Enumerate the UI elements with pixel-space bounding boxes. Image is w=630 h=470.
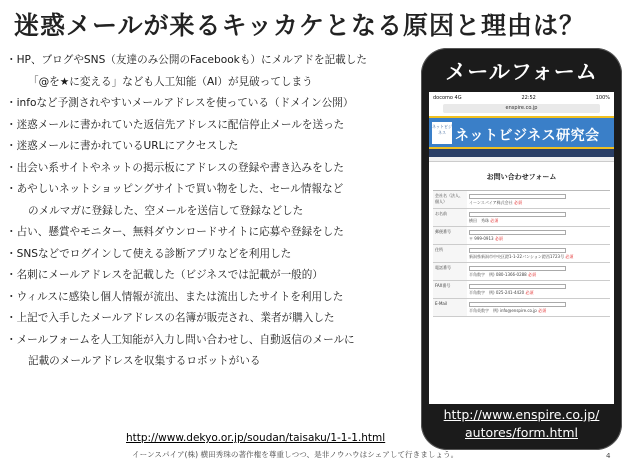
- form-row: [433, 209, 610, 227]
- reason-item: 記載のメールアドレスを収集するロボットがいる: [28, 355, 261, 367]
- form-title: お問い合わせフォーム: [486, 173, 557, 181]
- banner-badge: ネットビジネス: [432, 122, 452, 144]
- reason-item: ・出会い系サイトやネットの掲示板にアドレスの登録や書き込みをした: [6, 161, 344, 174]
- slide-title: 迷惑メールが来るキッカケとなる原因と理由は？: [14, 11, 586, 40]
- form-row-label: FAX番号: [433, 281, 467, 298]
- phone-screen: [429, 92, 614, 404]
- caption-line-2: autores/form.html: [464, 425, 578, 440]
- form-row-field[interactable]: [467, 227, 610, 244]
- form-row-field[interactable]: [467, 281, 610, 298]
- reason-item: のメルマガに登録した、空メールを送信して登録などした: [28, 204, 304, 217]
- form-input-box[interactable]: [469, 284, 566, 289]
- contact-form: [433, 190, 610, 317]
- form-row-value: 半角数字 例) 025-241-4420: [469, 290, 525, 295]
- form-input-box[interactable]: [469, 266, 566, 271]
- form-row-label: E-Mail: [433, 299, 467, 316]
- form-row-value: 半角英数字 例) info@enspire.co.jp: [469, 308, 537, 313]
- required-mark: 必須: [490, 218, 499, 223]
- form-input-box[interactable]: [469, 194, 566, 199]
- page-number: 4: [606, 452, 611, 460]
- site-banner[interactable]: [429, 116, 614, 149]
- form-row-field[interactable]: [467, 299, 610, 316]
- banner-title: ネットビジネス研究会: [455, 128, 600, 144]
- url-bar[interactable]: enspire.co.jp: [443, 104, 600, 113]
- required-mark: 必須: [513, 200, 522, 205]
- form-row: [433, 191, 610, 209]
- form-row-label: 会社名（法人、個人）: [433, 191, 467, 208]
- phone-mockup: [421, 48, 622, 450]
- form-row-value: 横田 秀珠: [469, 218, 489, 223]
- reason-item: ・SNSなどでログインして使える診断アプリなどを利用した: [6, 247, 292, 260]
- reason-item: ・メールフォームを人工知能が入力し問い合わせし、自動返信のメールに: [6, 333, 355, 346]
- form-input-box[interactable]: [469, 248, 566, 253]
- reason-item: ・あやしいネットショッピングサイトで買い物をした、セール情報など: [6, 183, 344, 195]
- required-mark: 必須: [525, 290, 534, 295]
- reason-item: ・infoなど予測されやすいメールアドレスを使っている（ドメイン公開）: [6, 97, 354, 109]
- form-row: [433, 281, 610, 299]
- reason-item: ・ウィルスに感染し個人情報が流出、または流出したサイトを利用した: [6, 290, 344, 303]
- footer-note: イーンスパイア(株) 横田秀珠の著作権を尊重しつつ、是非ノウハウはシェアして行きましょう。: [132, 450, 459, 459]
- form-row-field[interactable]: [467, 191, 610, 208]
- form-row-field[interactable]: [467, 263, 610, 280]
- phone-label: メールフォーム: [445, 60, 598, 84]
- form-row: [433, 299, 610, 317]
- reason-item: ・迷惑メールに書かれているURLにアクセスした: [6, 140, 239, 152]
- reason-list: [6, 50, 421, 373]
- site-subnav: [429, 157, 614, 162]
- carrier-text: docomo 4G: [433, 95, 462, 101]
- battery-text: 100%: [595, 95, 610, 101]
- reference-link[interactable]: http://www.dekyo.or.jp/soudan/taisaku/1-1-1.html: [126, 432, 386, 444]
- reason-item: ・HP、ブログやSNS（友達のみ公開のFacebookも）にメルアドを記載した: [6, 54, 367, 66]
- form-row-value: 新潟県新潟市中央区鐙1-1-22パンション鐙西1723号: [469, 254, 565, 259]
- form-row-field[interactable]: [467, 245, 610, 262]
- form-row-label: 住所: [433, 245, 467, 262]
- form-row: [433, 245, 610, 263]
- form-row-label: 電話番号: [433, 263, 467, 280]
- required-mark: 必須: [565, 254, 574, 259]
- form-row: [433, 227, 610, 245]
- form-row-field[interactable]: [467, 209, 610, 226]
- required-mark: 必須: [528, 272, 536, 277]
- reason-item: 「@を★に変える」なども人工知能（AI）が見破ってしまう: [28, 75, 313, 88]
- required-mark: 必須: [538, 308, 547, 313]
- reason-item: ・占い、懸賞やモニター、無料ダウンロードサイトに応募や登録をした: [6, 226, 344, 238]
- form-input-box[interactable]: [469, 302, 566, 307]
- form-row: [433, 263, 610, 281]
- reason-item: ・名刺にメールアドレスを記載した（ビジネスでは記載が一般的）: [6, 269, 323, 281]
- form-input-box[interactable]: [469, 212, 566, 217]
- form-input-box[interactable]: [469, 230, 566, 235]
- form-row-value: 〒 999-0913: [469, 236, 494, 241]
- site-nav[interactable]: [429, 149, 614, 157]
- form-url-caption[interactable]: [421, 406, 622, 442]
- reason-item: ・上記で入手したメールアドレスの名簿が販売され、業者が購入した: [6, 312, 335, 324]
- status-bar: [429, 92, 614, 104]
- time-text: 22:52: [521, 95, 536, 101]
- form-row-value: イーンスパイア株式会社: [469, 200, 513, 205]
- form-row-label: お名前: [433, 209, 467, 226]
- reason-item: ・迷惑メールに書かれていた返信先アドレスに配信停止メールを送った: [6, 118, 345, 131]
- form-row-value: 半角数字 例) 080-1366-0288: [469, 272, 527, 277]
- caption-line-1: http://www.enspire.co.jp/: [443, 407, 600, 422]
- required-mark: 必須: [494, 236, 503, 241]
- form-row-label: 郵便番号: [433, 227, 467, 244]
